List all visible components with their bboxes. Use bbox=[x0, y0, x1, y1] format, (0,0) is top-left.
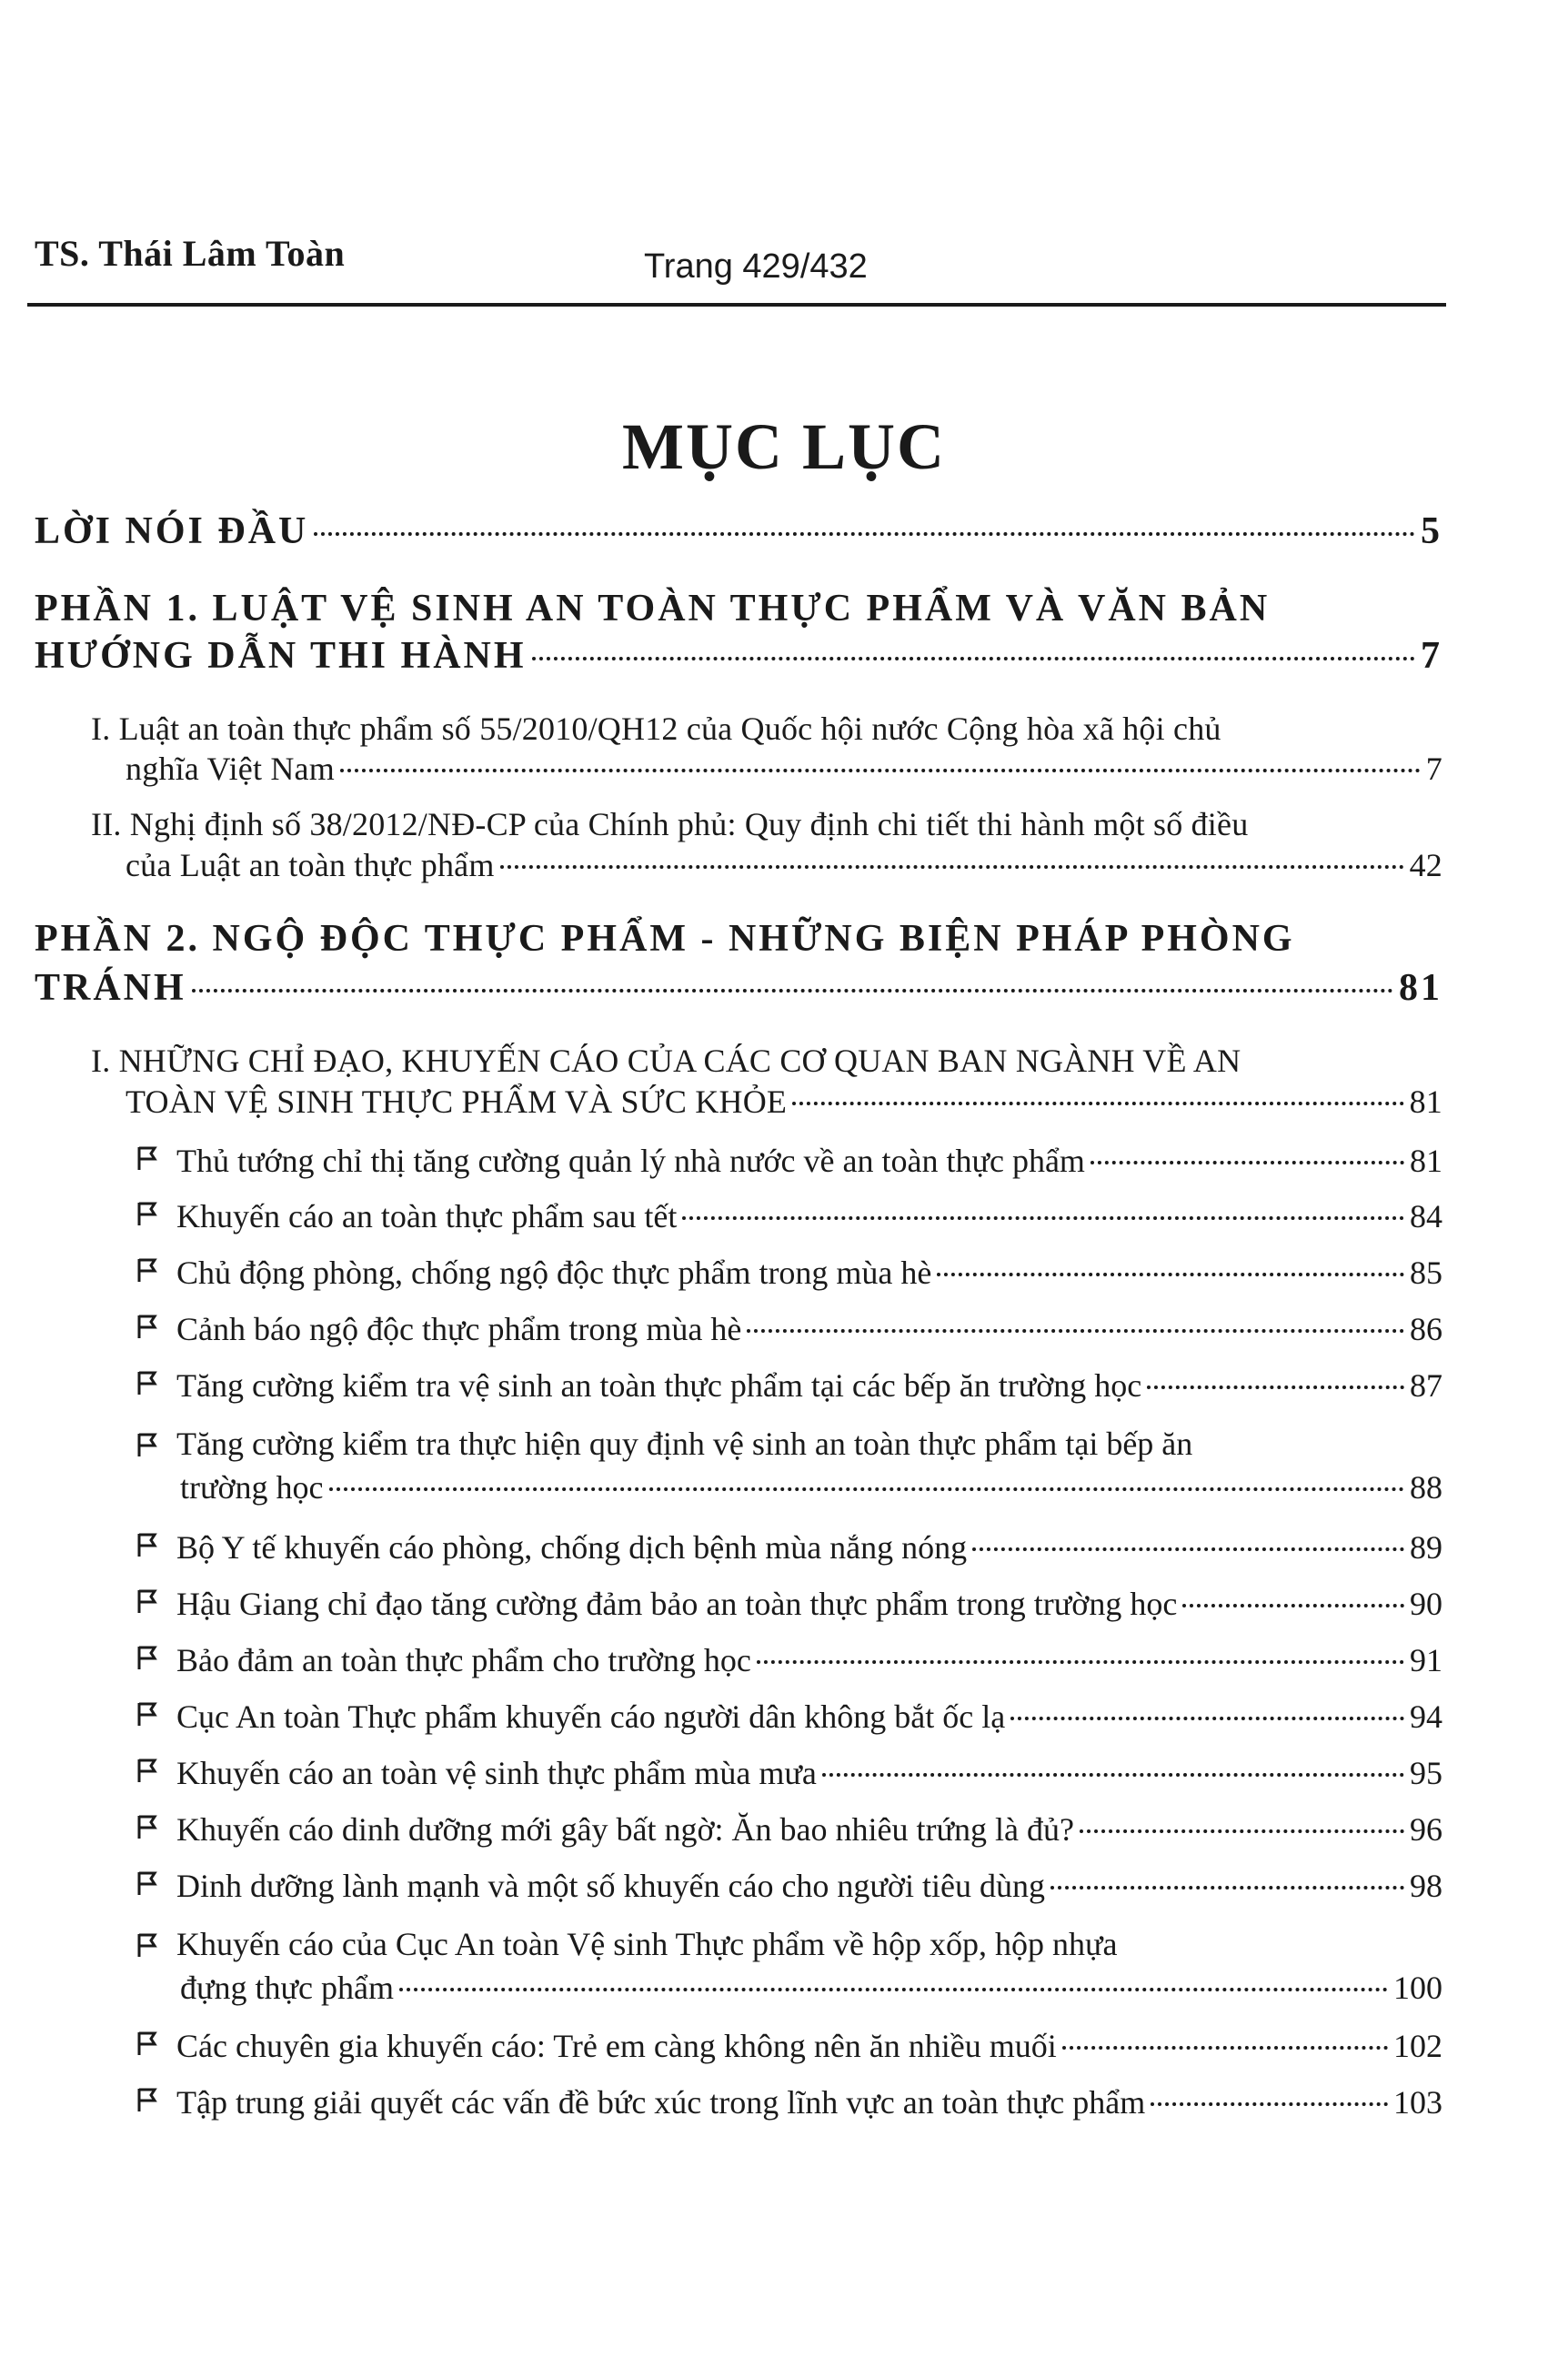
toc-entry-text: nghĩa Việt Nam bbox=[126, 751, 335, 787]
toc-article[interactable] bbox=[135, 1867, 1442, 1905]
toc-page-number: 42 bbox=[1409, 847, 1442, 883]
toc-page-number: 88 bbox=[1410, 1469, 1442, 1506]
toc-article[interactable] bbox=[135, 1528, 1442, 1567]
toc-part1-line1: PHẦN 1. LUẬT VỆ SINH AN TOÀN THỰC PHẨM VÀ VĂN BẢN bbox=[35, 588, 1271, 630]
toc-page-number: 81 bbox=[1410, 1143, 1442, 1179]
toc-entry-text: Khuyến cáo an toàn vệ sinh thực phẩm mùa mưa bbox=[176, 1755, 817, 1791]
toc-page-number: 84 bbox=[1410, 1198, 1442, 1234]
dot-leader bbox=[792, 1102, 1404, 1105]
dot-leader bbox=[329, 1487, 1404, 1491]
toc-entry-text: LỜI NÓI ĐẦU bbox=[35, 510, 309, 552]
flag-bullet-icon bbox=[135, 1256, 162, 1284]
toc-article[interactable] bbox=[135, 1197, 1442, 1235]
flag-bullet-icon bbox=[135, 1813, 162, 1840]
toc-page-number: 89 bbox=[1410, 1529, 1442, 1566]
dot-leader bbox=[937, 1273, 1404, 1276]
flag-bullet-icon bbox=[135, 1369, 162, 1396]
flag-bullet-icon bbox=[135, 2030, 162, 2057]
toc-article-line1 bbox=[135, 1925, 1118, 1963]
dot-leader bbox=[747, 1329, 1404, 1333]
toc-entry-text: Hậu Giang chỉ đạo tăng cường đảm bảo an toàn thực phẩm trong trường học bbox=[176, 1586, 1178, 1622]
flag-bullet-icon bbox=[135, 1431, 162, 1458]
dot-leader bbox=[1151, 2102, 1388, 2106]
toc-part2-line1: PHẦN 2. NGỘ ĐỘC THỰC PHẨM - NHỮNG BIỆN PHÁP PHÒNG bbox=[35, 918, 1295, 960]
flag-bullet-icon bbox=[135, 1869, 162, 1897]
dot-leader bbox=[192, 989, 1393, 993]
toc-entry-text: Khuyến cáo của Cục An toàn Vệ sinh Thực phẩm về hộp xốp, hộp nhựa bbox=[176, 1926, 1118, 1962]
toc-entry-part2[interactable] bbox=[35, 966, 1442, 1010]
toc-article[interactable] bbox=[135, 1698, 1442, 1736]
dot-leader bbox=[500, 865, 1404, 869]
toc-page-number: 103 bbox=[1393, 2084, 1442, 2121]
toc-article[interactable] bbox=[135, 1810, 1442, 1849]
toc-page-number: 100 bbox=[1393, 1970, 1442, 2006]
dot-leader bbox=[314, 532, 1415, 536]
toc-entry-text: Cục An toàn Thực phẩm khuyến cáo người dân không bắt ốc lạ bbox=[176, 1698, 1006, 1735]
toc-article[interactable] bbox=[135, 1366, 1442, 1405]
flag-bullet-icon bbox=[135, 1144, 162, 1172]
toc-article[interactable] bbox=[135, 2083, 1442, 2121]
dot-leader bbox=[972, 1547, 1404, 1551]
toc-page-number: 81 bbox=[1409, 1083, 1442, 1120]
toc-entry-text: Thủ tướng chỉ thị tăng cường quản lý nhà nước về an toàn thực phẩm bbox=[176, 1143, 1085, 1179]
toc-article[interactable] bbox=[135, 1310, 1442, 1348]
header-page-indicator: Trang 429/432 bbox=[644, 247, 868, 286]
toc-page-number: 90 bbox=[1410, 1586, 1442, 1622]
dot-leader bbox=[1182, 1604, 1404, 1607]
toc-article[interactable] bbox=[135, 1142, 1442, 1180]
dot-leader bbox=[682, 1216, 1404, 1220]
toc-entry-decree-38[interactable] bbox=[126, 846, 1442, 884]
toc-entry-text: Chủ động phòng, chống ngộ độc thực phẩm trong mùa hè bbox=[176, 1255, 932, 1291]
toc-page-number: 87 bbox=[1410, 1367, 1442, 1404]
toc-entry-text: trường học bbox=[180, 1469, 324, 1506]
toc-page-number: 95 bbox=[1410, 1755, 1442, 1791]
dot-leader bbox=[340, 769, 1421, 772]
toc-entry-text: Khuyến cáo dinh dưỡng mới gây bất ngờ: Ăn bao nhiêu trứng là đủ? bbox=[176, 1811, 1074, 1848]
toc-page-number: 86 bbox=[1410, 1311, 1442, 1347]
toc-entry-preface[interactable] bbox=[35, 509, 1442, 553]
toc-page-number: 102 bbox=[1393, 2028, 1442, 2064]
toc-page-number: 81 bbox=[1399, 967, 1442, 1009]
dot-leader bbox=[757, 1660, 1404, 1664]
toc-entry-text: TOÀN VỆ SINH THỰC PHẨM VÀ SỨC KHỎE bbox=[126, 1083, 788, 1120]
toc-entry-text: Bộ Y tế khuyến cáo phòng, chống dịch bệnh mùa nắng nóng bbox=[176, 1529, 968, 1566]
toc-article-line1 bbox=[135, 1425, 1192, 1463]
toc-page-number: 96 bbox=[1410, 1811, 1442, 1848]
toc-article[interactable] bbox=[135, 2027, 1442, 2065]
toc-part1-item1-line1: I. Luật an toàn thực phẩm số 55/2010/QH12 của Quốc hội nước Cộng hòa xã hội chủ bbox=[91, 710, 1221, 747]
dot-leader bbox=[1091, 1161, 1404, 1164]
toc-entry-text: đựng thực phẩm bbox=[180, 1970, 394, 2006]
toc-article[interactable] bbox=[135, 1254, 1442, 1292]
toc-entry-text: Dinh dưỡng lành mạnh và một số khuyến cáo cho người tiêu dùng bbox=[176, 1868, 1045, 1904]
flag-bullet-icon bbox=[135, 1931, 162, 1959]
toc-entry-law-55[interactable] bbox=[126, 750, 1442, 788]
flag-bullet-icon bbox=[135, 1531, 162, 1558]
header-author: TS. Thái Lâm Toàn bbox=[35, 233, 346, 274]
dot-leader bbox=[1062, 2046, 1388, 2050]
toc-article[interactable] bbox=[180, 1969, 1442, 2007]
flag-bullet-icon bbox=[135, 1200, 162, 1227]
toc-entry-text: Các chuyên gia khuyến cáo: Trẻ em càng không nên ăn nhiều muối bbox=[176, 2028, 1057, 2064]
flag-bullet-icon bbox=[135, 1700, 162, 1728]
flag-bullet-icon bbox=[135, 1587, 162, 1615]
toc-entry-text: của Luật an toàn thực phẩm bbox=[126, 847, 495, 883]
toc-entry-text: Tập trung giải quyết các vấn đề bức xúc trong lĩnh vực an toàn thực phẩm bbox=[176, 2084, 1146, 2121]
toc-page-number: 7 bbox=[1421, 635, 1442, 677]
toc-entry-text: Tăng cường kiểm tra thực hiện quy định vệ sinh an toàn thực phẩm tại bếp ăn bbox=[176, 1426, 1193, 1462]
toc-part1-item2-line1: II. Nghị định số 38/2012/NĐ-CP của Chính phủ: Quy định chi tiết thi hành một số điều bbox=[91, 806, 1249, 842]
dot-leader bbox=[1010, 1717, 1404, 1720]
flag-bullet-icon bbox=[135, 2086, 162, 2113]
dot-leader bbox=[1080, 1829, 1404, 1833]
toc-part2-section1-line1: I. NHỮNG CHỈ ĐẠO, KHUYẾN CÁO CỦA CÁC CƠ QUAN BAN NGÀNH VỀ AN bbox=[91, 1043, 1241, 1079]
flag-bullet-icon bbox=[135, 1757, 162, 1784]
toc-entry-text: Cảnh báo ngộ độc thực phẩm trong mùa hè bbox=[176, 1311, 742, 1347]
toc-entry-part1[interactable] bbox=[35, 634, 1442, 678]
toc-entry-text: Bảo đảm an toàn thực phẩm cho trường học bbox=[176, 1642, 751, 1678]
toc-entry-part2-section1[interactable] bbox=[126, 1083, 1442, 1121]
toc-page-number: 5 bbox=[1421, 510, 1442, 552]
toc-article[interactable] bbox=[180, 1468, 1442, 1506]
dot-leader bbox=[1050, 1886, 1404, 1889]
toc-article[interactable] bbox=[135, 1754, 1442, 1792]
flag-bullet-icon bbox=[135, 1644, 162, 1671]
toc-page-number: 98 bbox=[1410, 1868, 1442, 1904]
toc-entry-text: HƯỚNG DẪN THI HÀNH bbox=[35, 635, 527, 677]
toc-entry-text: Tăng cường kiểm tra vệ sinh an toàn thực phẩm tại các bếp ăn trường học bbox=[176, 1367, 1142, 1404]
dot-leader bbox=[1147, 1386, 1404, 1389]
toc-entry-text: Khuyến cáo an toàn thực phẩm sau tết bbox=[176, 1198, 678, 1234]
toc-article[interactable] bbox=[135, 1641, 1442, 1679]
toc-page-number: 91 bbox=[1410, 1642, 1442, 1678]
dot-leader bbox=[532, 657, 1415, 660]
flag-bullet-icon bbox=[135, 1313, 162, 1340]
toc-page-number: 94 bbox=[1410, 1698, 1442, 1735]
toc-title: MỤC LỤC bbox=[622, 410, 946, 483]
dot-leader bbox=[822, 1773, 1404, 1777]
toc-entry-text: TRÁNH bbox=[35, 967, 186, 1009]
toc-article[interactable] bbox=[135, 1585, 1442, 1623]
toc-page-number: 85 bbox=[1410, 1255, 1442, 1291]
dot-leader bbox=[399, 1988, 1388, 1991]
toc-page-number: 7 bbox=[1425, 751, 1442, 787]
